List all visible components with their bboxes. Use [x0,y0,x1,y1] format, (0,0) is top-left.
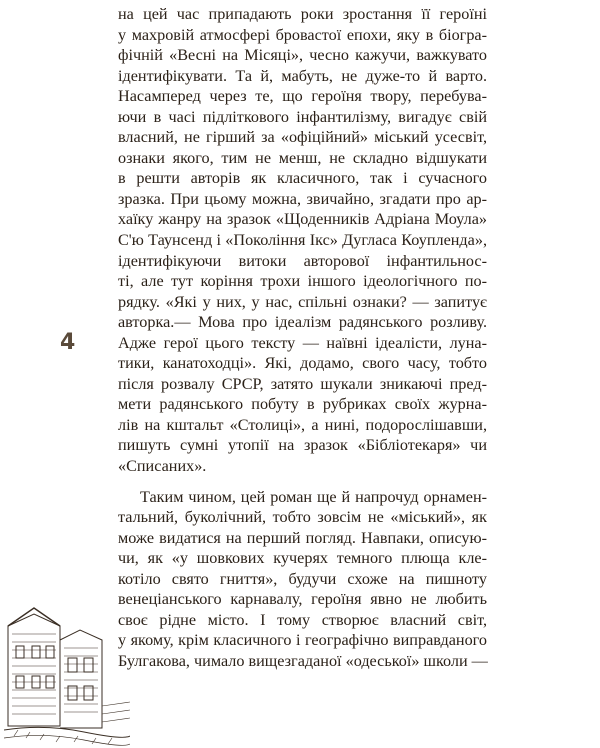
text-line: ідентифікувати. Та й, мабуть, не дуже-то й варто. [118,66,487,85]
text-line: тальний, буколічний, тобто зовсім не «міський», як [118,508,487,527]
text-line: ідентифікуючи витоки авторової інфантильнос- [118,251,487,270]
text-line: Булгакова, чимало вищезгаданої «одеської» школи — [118,651,488,670]
text-line: фічній «Весні на Місяці», чесно кажучи, важкувато [118,46,487,65]
city-sketch-icon [4,606,130,748]
text-line: власний, не гірший за «офіційний» міський усесвіт, [118,128,487,147]
text-line: ознаки якого, тим не менш, не складно відшукати [118,148,487,167]
text-line: після розвалу СРСР, затято шукали зникаючі пред- [118,374,487,393]
text-line: «Списаних». [118,457,207,476]
text-line: котіло свято гниття», будучи схоже на пишноту [118,569,487,588]
text-line: ті, але тут коріння трохи іншого ідеологічного по- [118,272,487,291]
page-number: 4 [60,330,76,355]
text-line: Адже герої цього тексту — наївні ідеалісти, луна- [118,333,487,352]
paragraph-1 [118,4,487,477]
text-line: у махровій атмосфері бровастої епохи, яку в біогра- [118,25,487,44]
text-line: своє рідне місто. І тому створює власний світ, [118,610,487,629]
paragraph-2 [118,487,487,672]
text-line: Насамперед через те, що героїня твору, перебува- [118,87,487,106]
text-line: чи, як «у шовкових кучерях темного плюща кле- [118,549,487,568]
text-line: може видатися на перший погляд. Навпаки, описую- [118,528,487,547]
text-line: авторка.— Мова про ідеалізм радянського розливу. [118,313,487,332]
paragraph-gap [118,477,487,487]
text-line: зразка. При цьому можна, звичайно, згадати про ар- [118,189,487,208]
text-line: на цей час припадають роки зростання її героїні [118,5,487,23]
text-line: Таким чином, цей роман ще й напрочуд орнамен- [140,487,487,506]
text-line: ючи в часі підліткового інфантилізму, вигадує свій [118,107,487,126]
text-line: пишуть сумні утопії на зразок «Бібліотекаря» чи [118,436,487,455]
text-line: рядку. «Які у них, у нас, спільні ознаки? — запитує [118,292,487,311]
text-line: тики, канатоходці». Які, додамо, свого часу, тобто [118,354,487,373]
text-line: в решти авторів як класичного, так і сучасного [118,169,487,188]
text-line: мети радянського побуту в рубриках своїх журна- [118,395,487,414]
text-line: у якому, крім класичного і географічно виправданого [118,631,487,650]
body-text [118,4,487,672]
text-line: С'ю Таунсенд і «Покоління Ікс» Дугласа Коупленда», [118,231,487,250]
text-line: лів на кштальт «Столиці», а нині, подорослішавши, [118,415,487,434]
text-line: венеціанського карнавалу, героїня явно не любить [118,590,487,609]
text-line: хаїку жанру на зразок «Щоденників Адріана Моула» [118,210,487,229]
